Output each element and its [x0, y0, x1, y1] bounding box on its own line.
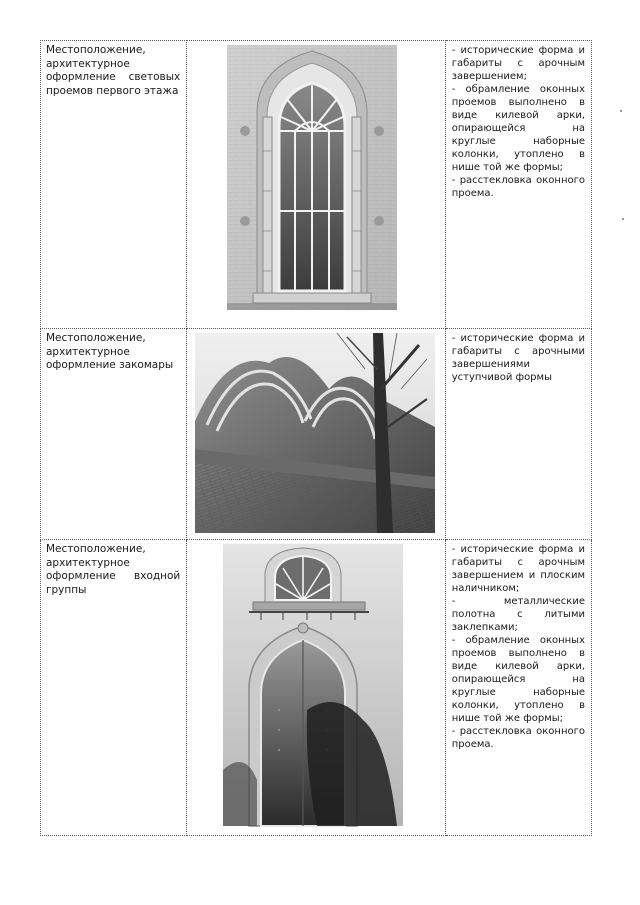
- description-item: - расстекловка оконного проема.: [451, 175, 585, 199]
- photo-cell: [187, 329, 445, 540]
- scan-speck: [620, 110, 622, 112]
- description-item: - металлические полотна с литыми заклепками;: [451, 596, 585, 633]
- description-text: [446, 540, 591, 751]
- description-cell: [445, 540, 591, 836]
- description-cell: [445, 329, 591, 540]
- table-row: [41, 540, 592, 836]
- description-text: [446, 41, 591, 200]
- description-item: - расстекловка оконного проема.: [451, 726, 585, 750]
- description-item: - обрамление оконных проемов выполнено в виде килевой арки, опирающейся на круглые наборные колонки, утоплено в нише той же формы;: [451, 635, 585, 724]
- element-label: Местоположение, архитектурное оформление входной группы: [46, 543, 181, 596]
- description-item: - исторические форма и габариты с арочным завершением и плоским наличником;: [451, 544, 585, 594]
- photo-cell: [187, 41, 445, 329]
- table-row: [41, 329, 592, 540]
- entrance-group-photo: [187, 540, 445, 835]
- photo-cell: [187, 540, 445, 836]
- table-row: [41, 41, 592, 329]
- description-cell: [445, 41, 591, 329]
- zakomary-photo: [187, 329, 445, 539]
- description-text: [446, 329, 591, 384]
- element-label: Местоположение, архитектурное оформление световых проемов первого этажа: [46, 44, 181, 97]
- element-label: Местоположение, архитектурное оформление закомары: [46, 332, 174, 371]
- scan-speck: [622, 218, 624, 220]
- description-item: - обрамление оконных проемов выполнено в виде килевой арки, опирающейся на круглые наборные колонки, утоплено в нише той же формы;: [451, 84, 585, 173]
- element-label-cell: [41, 540, 187, 836]
- element-label-cell: [41, 41, 187, 329]
- description-item: - исторические форма и габариты с арочным завершением;: [451, 45, 585, 82]
- description-item: - исторические форма и габариты с арочными завершениями уступчивой формы: [451, 333, 585, 383]
- heritage-elements-table: [40, 40, 592, 836]
- arched-window-photo: [187, 41, 445, 328]
- element-label-cell: [41, 329, 187, 540]
